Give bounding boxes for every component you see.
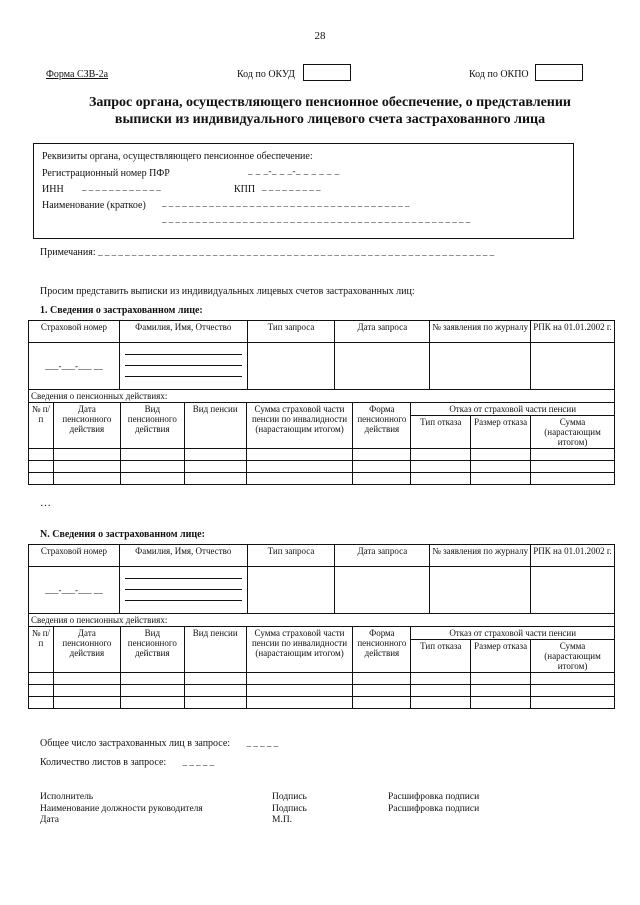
- col-request-date: Дата запроса: [335, 545, 430, 567]
- table-cell[interactable]: [531, 461, 615, 473]
- col-refusal-type: Тип отказа: [411, 640, 471, 673]
- table-cell[interactable]: [29, 461, 54, 473]
- okud-field[interactable]: [303, 64, 351, 81]
- col-rpk: РПК на 01.01.2002 г.: [531, 545, 615, 567]
- request-type-field[interactable]: [247, 343, 335, 390]
- table-cell[interactable]: [471, 697, 531, 709]
- col-action-type: Вид пенсионного действия: [120, 403, 184, 449]
- table-cell[interactable]: [411, 685, 471, 697]
- okpo-field[interactable]: [535, 64, 583, 81]
- requisites-box: [33, 143, 574, 239]
- okpo-label: Код по ОКПО: [469, 69, 529, 80]
- col-refusal-sum: Сумма (нарастающим итогом): [531, 416, 615, 449]
- section-1-title: 1. Сведения о застрахованном лице:: [40, 305, 203, 316]
- col-action-date: Дата пенсионного действия: [53, 403, 120, 449]
- col-pension-type: Вид пенсии: [184, 403, 246, 449]
- table-cell[interactable]: [246, 673, 353, 685]
- document-title: [40, 94, 620, 128]
- table-cell[interactable]: [246, 449, 353, 461]
- table-cell[interactable]: [471, 473, 531, 485]
- signatories-middle: [272, 792, 307, 827]
- table-cell[interactable]: [246, 685, 353, 697]
- table-cell[interactable]: [29, 697, 54, 709]
- notes-field[interactable]: _ _ _ _ _ _ _ _ _ _ _ _ _ _ _ _ _ _ _ _ _ _ _ _ _ _ _ _ _ _ _ _ _ _ _ _ _ _ _ _ _ _ _ _ _ _ _ _ _ _ _ _ _ _ _ _ _ _ _: [98, 247, 495, 257]
- table-cell[interactable]: [531, 449, 615, 461]
- table-cell[interactable]: [411, 473, 471, 485]
- table-cell[interactable]: [353, 473, 411, 485]
- title-line-2: выписки из индивидуального лицевого счета застрахованного лица: [114, 112, 546, 127]
- col-refusal-sum: Сумма (нарастающим итогом): [531, 640, 615, 673]
- table-cell[interactable]: [411, 697, 471, 709]
- col-application-number: № заявления по журналу: [430, 321, 531, 343]
- col-request-date: Дата запроса: [335, 321, 430, 343]
- col-refusal-size: Размер отказа: [471, 640, 531, 673]
- table-cell[interactable]: [120, 697, 184, 709]
- table-cell[interactable]: [29, 473, 54, 485]
- table-cell[interactable]: [29, 673, 54, 685]
- col-refusal-size: Размер отказа: [471, 416, 531, 449]
- col-action-date: Дата пенсионного действия: [53, 627, 120, 673]
- okud-label: Код по ОКУД: [237, 69, 295, 80]
- col-request-type: Тип запроса: [247, 545, 335, 567]
- application-number-field[interactable]: [430, 343, 531, 390]
- table-cell[interactable]: [353, 461, 411, 473]
- table-cell[interactable]: [411, 449, 471, 461]
- col-insurance-number: Страховой номер: [29, 321, 120, 343]
- reg-number-label: Регистрационный номер ПФР: [42, 168, 170, 179]
- kpp-label: КПП: [234, 184, 256, 195]
- name-field-1[interactable]: _ _ _ _ _ _ _ _ _ _ _ _ _ _ _ _ _ _ _ _ _ _ _ _ _ _ _ _ _ _ _ _ _ _ _ _ _: [162, 198, 410, 208]
- table-cell[interactable]: [411, 461, 471, 473]
- sheets-count-field[interactable]: _ _ _ _ _: [182, 757, 215, 767]
- total-persons-field[interactable]: _ _ _ _ _: [246, 738, 279, 748]
- col-refusal: Отказ от страховой части пенсии: [411, 627, 615, 640]
- name-label: Наименование (краткое): [42, 200, 146, 211]
- table-cell[interactable]: [53, 685, 120, 697]
- table-cell[interactable]: [471, 461, 531, 473]
- table-cell[interactable]: [120, 461, 184, 473]
- table-cell[interactable]: [471, 673, 531, 685]
- col-action-form: Форма пенсионного действия: [353, 627, 411, 673]
- full-name-field[interactable]: [119, 343, 247, 390]
- title-line-1: Запрос органа, осуществляющего пенсионное обеспечение, о представлении: [89, 95, 571, 110]
- sheets-count-row: [40, 757, 214, 768]
- table-cell[interactable]: [184, 473, 246, 485]
- table-cell[interactable]: [120, 473, 184, 485]
- date-label: Дата: [40, 815, 59, 825]
- col-application-number: № заявления по журналу: [430, 545, 531, 567]
- table-cell[interactable]: [53, 673, 120, 685]
- insurance-number-field[interactable]: ___-___-___ __: [29, 343, 120, 390]
- table-cell[interactable]: [184, 697, 246, 709]
- table-cell[interactable]: [246, 473, 353, 485]
- person-table-n: [28, 544, 615, 614]
- table-cell[interactable]: [53, 461, 120, 473]
- table-cell[interactable]: [411, 673, 471, 685]
- page-number: 28: [314, 30, 326, 42]
- executor-label: Исполнитель: [40, 792, 94, 802]
- stamp-label: М.П.: [272, 815, 293, 825]
- table-cell[interactable]: [120, 449, 184, 461]
- section-n-title: N. Сведения о застрахованном лице:: [40, 529, 205, 540]
- table-cell[interactable]: [471, 449, 531, 461]
- head-position-label: Наименование должности руководителя: [40, 803, 203, 814]
- inn-label: ИНН: [42, 184, 64, 195]
- table-cell[interactable]: [29, 685, 54, 697]
- col-num: № п/п: [29, 627, 54, 673]
- request-date-field[interactable]: [335, 567, 430, 614]
- request-date-field[interactable]: [335, 343, 430, 390]
- table-cell[interactable]: [53, 697, 120, 709]
- table-cell[interactable]: [29, 449, 54, 461]
- col-action-form: Форма пенсионного действия: [353, 403, 411, 449]
- col-insurance-number: Страховой номер: [29, 545, 120, 567]
- table-cell[interactable]: [353, 449, 411, 461]
- actions-table-n: [28, 613, 615, 709]
- col-refusal: Отказ от страховой части пенсии: [411, 403, 615, 416]
- table-cell[interactable]: [246, 461, 353, 473]
- request-text: Просим представить выписки из индивидуальных лицевых счетов застрахованных лиц:: [40, 286, 415, 297]
- table-cell[interactable]: [531, 697, 615, 709]
- table-cell[interactable]: [53, 473, 120, 485]
- insurance-number-field[interactable]: ___-___-___ __: [29, 567, 120, 614]
- col-num: № п/п: [29, 403, 54, 449]
- kpp-field[interactable]: _ _ _ _ _ _ _ _ _: [262, 182, 321, 192]
- signature-decode-2: Расшифровка подписи: [388, 803, 480, 814]
- notes-label: Примечания:: [40, 247, 96, 258]
- signature-label-1: Подпись: [272, 792, 307, 802]
- ellipsis: …: [40, 497, 51, 509]
- application-number-field[interactable]: [430, 567, 531, 614]
- table-cell[interactable]: [471, 685, 531, 697]
- table-cell[interactable]: [53, 449, 120, 461]
- sheets-count-label: Количество листов в запросе:: [40, 757, 167, 768]
- actions-heading: Сведения о пенсионных действиях:: [29, 614, 615, 627]
- col-action-type: Вид пенсионного действия: [120, 627, 184, 673]
- table-cell[interactable]: [120, 685, 184, 697]
- notes-row: [40, 247, 494, 258]
- col-full-name: Фамилия, Имя, Отчество: [119, 321, 247, 343]
- signatories-left: [40, 792, 203, 827]
- full-name-field[interactable]: [119, 567, 247, 614]
- col-pension-type: Вид пенсии: [184, 627, 246, 673]
- name-field-2[interactable]: _ _ _ _ _ _ _ _ _ _ _ _ _ _ _ _ _ _ _ _ _ _ _ _ _ _ _ _ _ _ _ _ _ _ _ _ _ _ _ _ _ _ _ _ _ _: [162, 214, 471, 224]
- form-name: Форма СЗВ-2а: [46, 69, 109, 80]
- table-cell[interactable]: [353, 697, 411, 709]
- rpk-field[interactable]: [531, 343, 615, 390]
- signatories-right: [388, 792, 479, 815]
- total-persons-row: [40, 738, 278, 749]
- col-rpk: РПК на 01.01.2002 г.: [531, 321, 615, 343]
- request-type-field[interactable]: [247, 567, 335, 614]
- rpk-field[interactable]: [531, 567, 615, 614]
- inn-field[interactable]: _ _ _ _ _ _ _ _ _ _ _ _: [82, 182, 161, 192]
- reg-number-field[interactable]: _ _ _-_ _ _-_ _ _ _ _ _: [248, 166, 340, 176]
- table-cell[interactable]: [184, 449, 246, 461]
- table-cell[interactable]: [531, 685, 615, 697]
- actions-table-1: [28, 389, 615, 485]
- total-persons-label: Общее число застрахованных лиц в запросе:: [40, 738, 231, 749]
- table-cell[interactable]: [531, 673, 615, 685]
- table-cell[interactable]: [531, 473, 615, 485]
- table-cell[interactable]: [120, 673, 184, 685]
- table-cell[interactable]: [184, 461, 246, 473]
- col-full-name: Фамилия, Имя, Отчество: [119, 545, 247, 567]
- person-table-1: [28, 320, 615, 390]
- table-cell[interactable]: [184, 673, 246, 685]
- table-cell[interactable]: [184, 685, 246, 697]
- signature-decode-1: Расшифровка подписи: [388, 792, 480, 802]
- table-cell[interactable]: [353, 673, 411, 685]
- col-insurance-sum: Сумма страховой части пенсии по инвалидности (нарастающим итогом): [246, 627, 353, 673]
- col-refusal-type: Тип отказа: [411, 416, 471, 449]
- signature-label-2: Подпись: [272, 803, 307, 814]
- table-cell[interactable]: [353, 685, 411, 697]
- col-request-type: Тип запроса: [247, 321, 335, 343]
- actions-heading: Сведения о пенсионных действиях:: [29, 390, 615, 403]
- table-cell[interactable]: [246, 697, 353, 709]
- requisites-heading: Реквизиты органа, осуществляющего пенсионное обеспечение:: [42, 151, 313, 162]
- col-insurance-sum: Сумма страховой части пенсии по инвалидности (нарастающим итогом): [246, 403, 353, 449]
